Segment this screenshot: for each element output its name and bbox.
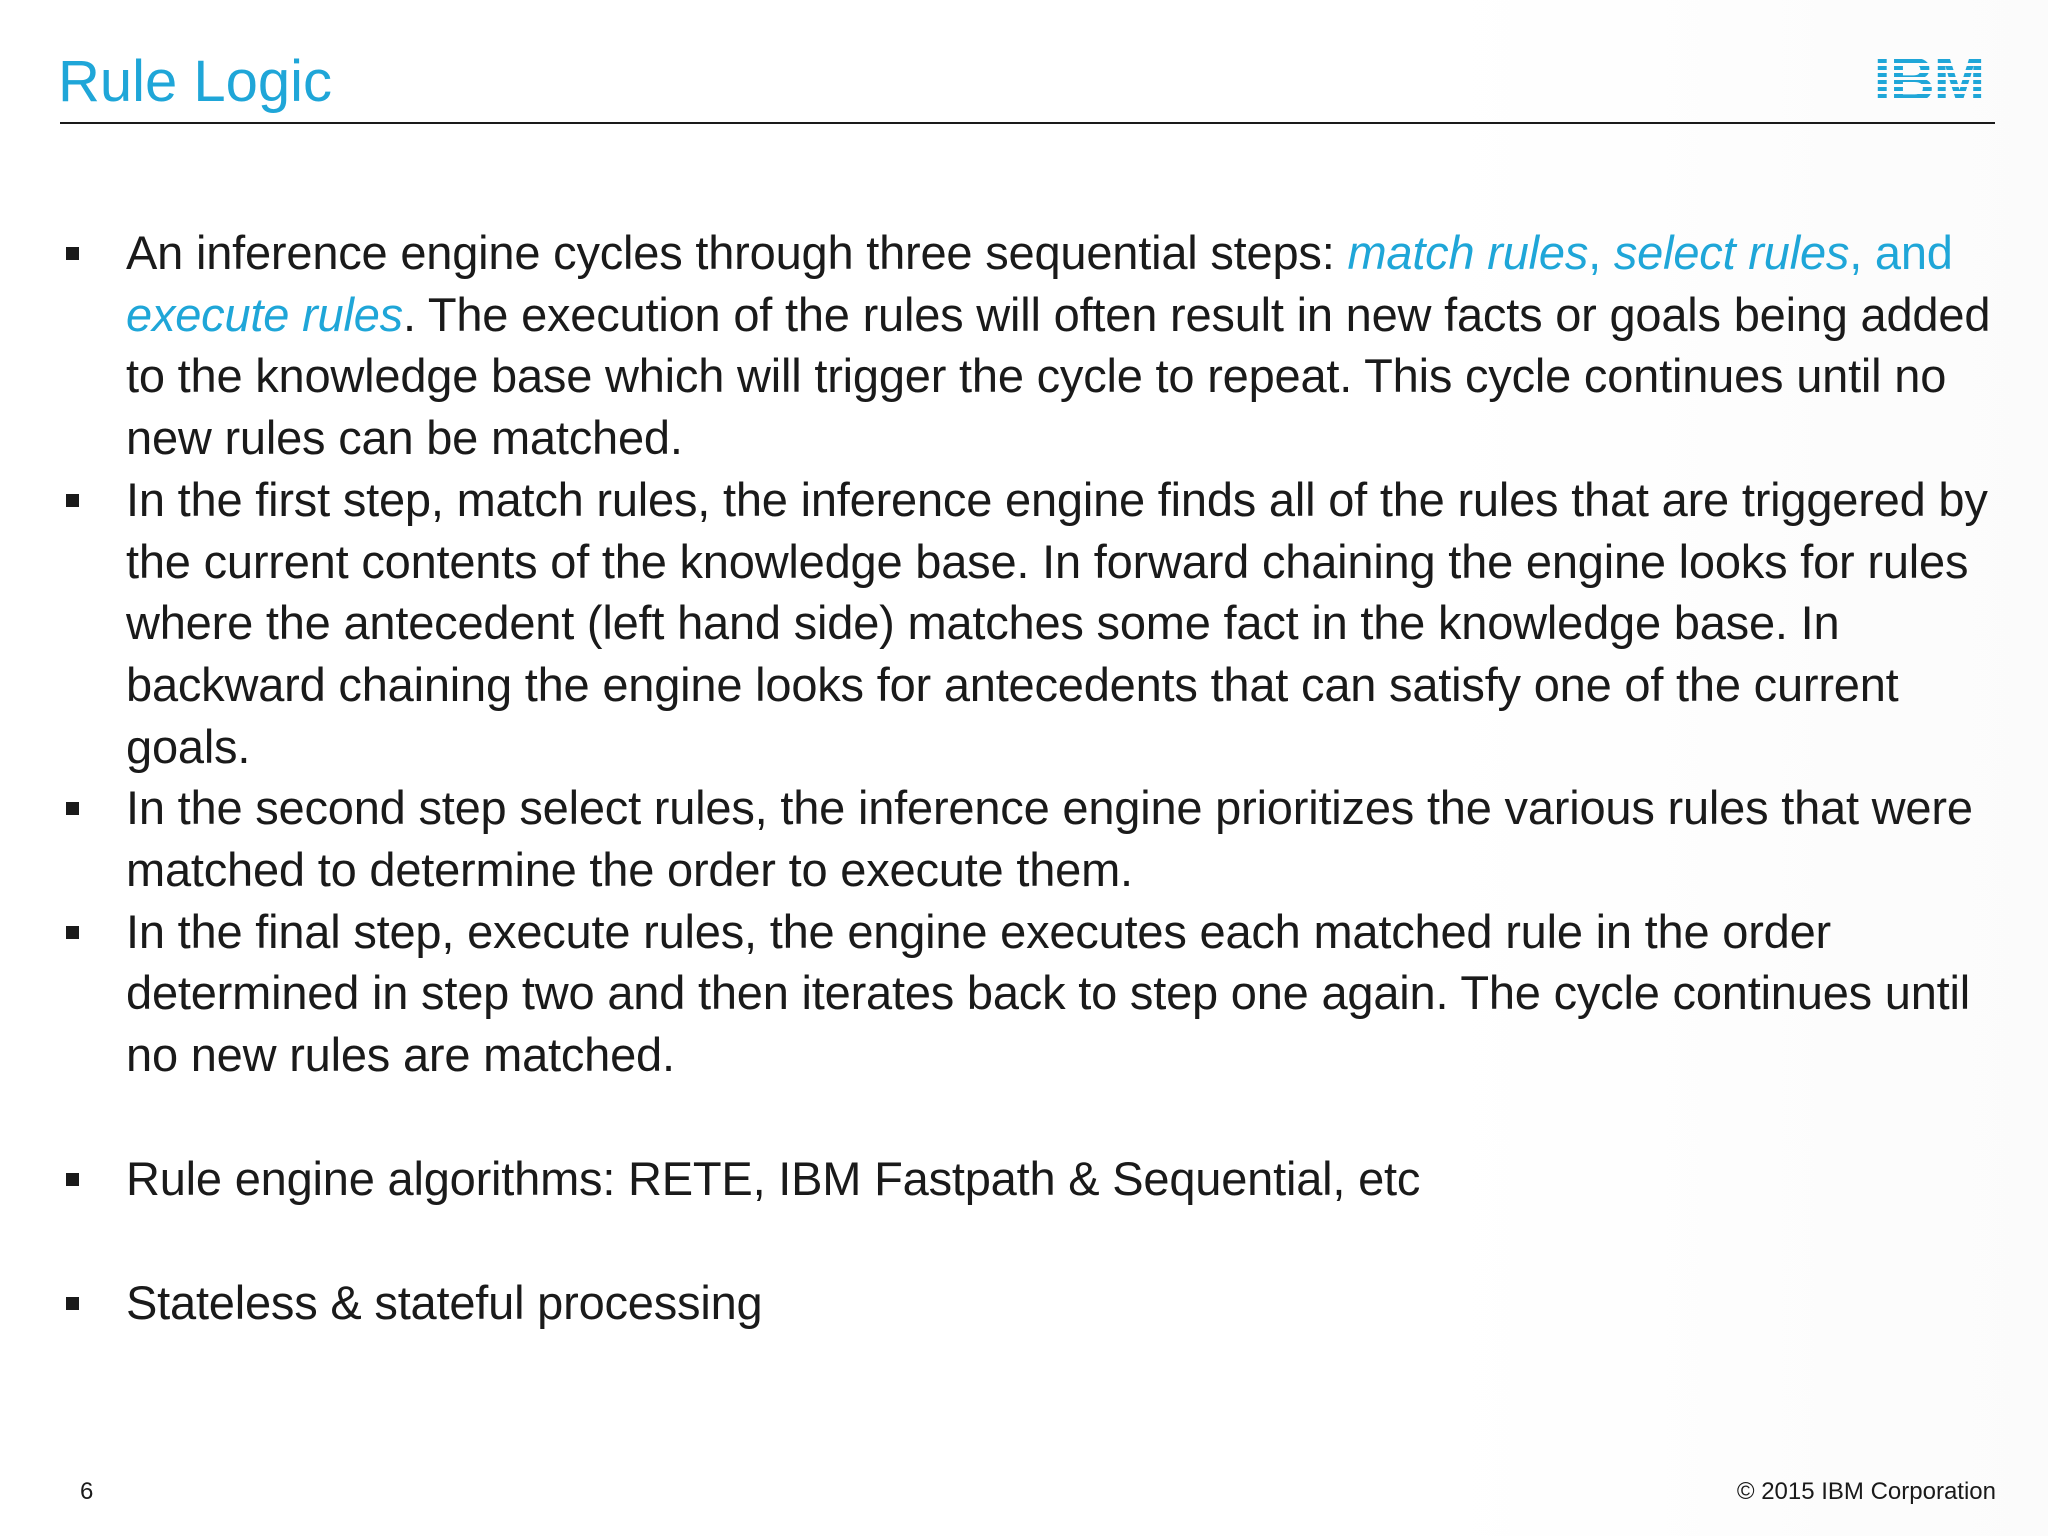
square-bullet-icon — [66, 1173, 79, 1186]
highlight-and: , and — [1849, 226, 1953, 279]
title-divider — [60, 122, 1995, 124]
highlight-comma: , — [1588, 226, 1614, 279]
highlight-select-rules: select rules — [1613, 226, 1850, 279]
square-bullet-icon — [66, 1297, 79, 1310]
copyright-notice: © 2015 IBM Corporation — [1736, 1478, 1996, 1505]
highlight-execute-rules: execute rules — [126, 287, 403, 341]
slide-title: Rule Logic — [58, 49, 333, 114]
bullet-text: In the final step, execute rules, the engine executes each matched rule in the order determined in step two and then iterates back to step one again. The cycle continues until no new rules are matched. — [126, 904, 1971, 1082]
spacer — [58, 1210, 2008, 1272]
highlight-match-rules: match rules — [1347, 226, 1589, 279]
bullet-execute-step — [58, 901, 2008, 1086]
bullet-inference-cycle — [58, 222, 2008, 469]
bullet-text: In the first step, match rules, the inference engine finds all of the rules that are triggered by the current contents of the knowledge base. In forward chaining the engine looks for rules where the antecedent (left hand side) matches some fact in the knowledge base. In backward chaining the engine looks for antecedents that can satisfy one of the current goals. — [126, 472, 1988, 773]
bullet-processing — [58, 1272, 2008, 1334]
bullet-select-step — [58, 777, 2008, 900]
bullet-list — [58, 222, 2008, 1333]
bullet-algorithms — [58, 1148, 2008, 1210]
bullet-text: Stateless & stateful processing — [126, 1275, 763, 1329]
bullet-text: Rule engine algorithms: RETE, IBM Fastpath & Sequential, etc — [126, 1151, 1421, 1205]
bullet-text: An inference engine cycles through three sequential steps: — [126, 226, 1348, 279]
spacer — [58, 1086, 2008, 1148]
square-bullet-icon — [66, 926, 79, 939]
bullet-text: . The execution of the rules will often result in new facts or goals being added to the knowledge base which will trigger the cycle to repeat. This cycle continues until no new rules can be matched. — [126, 287, 1991, 465]
square-bullet-icon — [66, 247, 79, 260]
bullet-match-step — [58, 469, 2008, 778]
ibm-logo — [1862, 48, 1996, 106]
bullet-text: In the second step select rules, the inference engine prioritizes the various rules that were matched to determine the order to execute them. — [126, 781, 1973, 897]
page-number: 6 — [80, 1478, 94, 1505]
square-bullet-icon — [66, 494, 79, 507]
square-bullet-icon — [66, 802, 79, 815]
